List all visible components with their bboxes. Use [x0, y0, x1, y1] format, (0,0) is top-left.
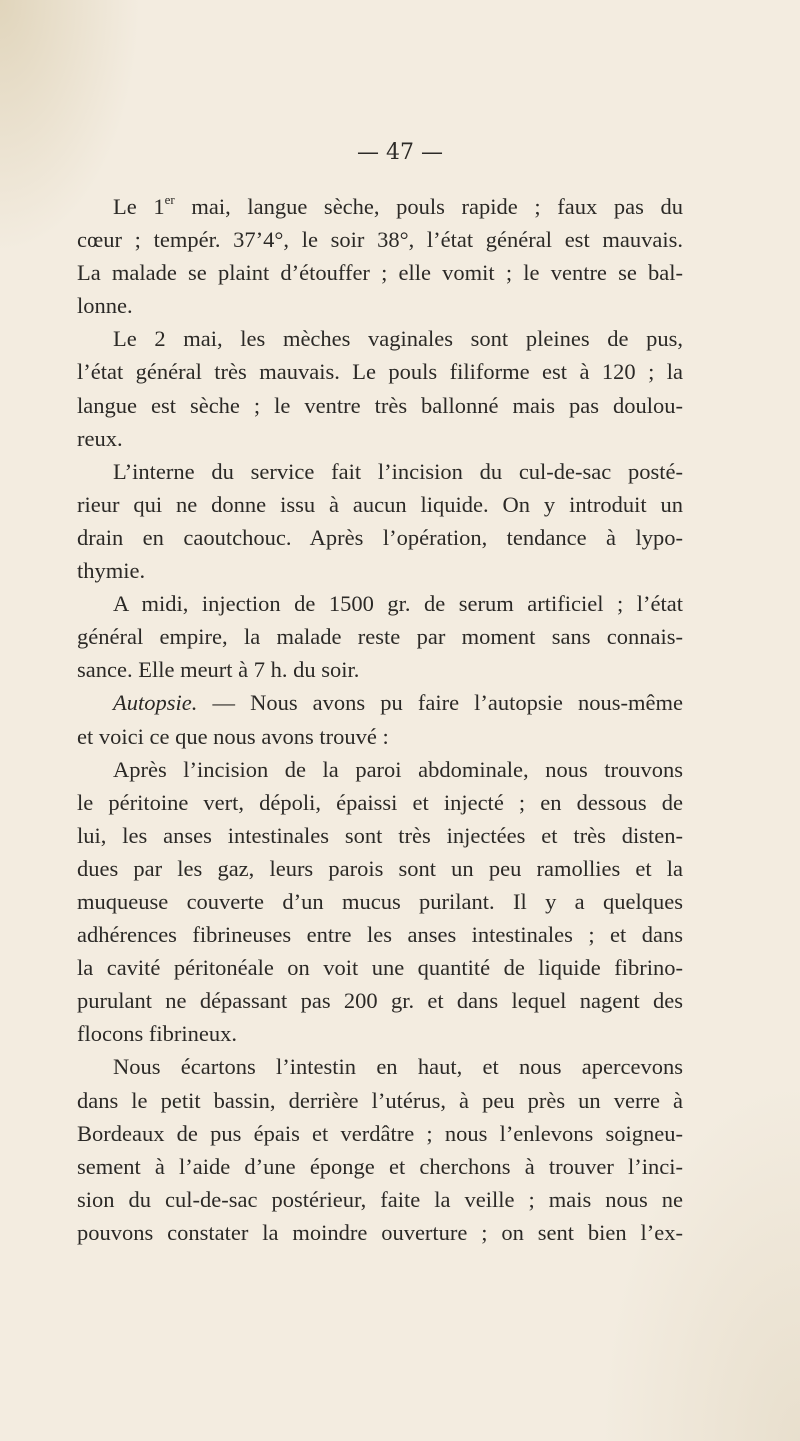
page-number: — 47 — — [357, 140, 443, 165]
text-line — [77, 686, 683, 719]
text-line: Après l’incision de la paroi abdominale, nous trouvons — [113, 756, 683, 782]
text-line: L’interne du service fait l’incision du cul-de-sac posté- — [113, 458, 683, 484]
text-line: A midi, injection de 1500 gr. de serum artificiel ; l’état — [113, 591, 683, 617]
text-line: sance. Elle meurt à 7 h. du soir. — [77, 657, 360, 683]
text-line: adhérences fibrineuses entre les anses intestinales ; et dans — [77, 922, 683, 948]
text-line: muqueuse couverte d’un mucus purilant. Il y a quelques — [77, 888, 683, 914]
text-line: thymie. — [77, 558, 146, 584]
text-line — [77, 190, 683, 223]
text-line: lonne. — [77, 293, 133, 319]
italic-heading: Autopsie. — [113, 690, 198, 716]
text-line: langue est sèche ; le ventre très ballonné mais pas doulou- — [77, 392, 683, 418]
text-line: Le 2 mai, les mèches vaginales sont pleines de pus, — [113, 326, 683, 352]
text-line: Bordeaux de pus épais et verdâtre ; nous l’enlevons soigneu- — [77, 1120, 683, 1146]
text-line: l’état général très mauvais. Le pouls filiforme est à 120 ; la — [77, 359, 683, 385]
body-text — [77, 190, 683, 1249]
text-line: rieur qui ne donne issu à aucun liquide. On y introduit un — [77, 491, 683, 517]
superscript: er — [164, 191, 175, 207]
text-fragment: — Nous avons pu faire l’autopsie nous-même — [197, 690, 683, 716]
text-line: flocons fibrineux. — [77, 1021, 237, 1047]
text-line: dans le petit bassin, derrière l’utérus, à peu près un verre à — [77, 1087, 683, 1113]
text-fragment: mai, langue sèche, pouls rapide ; faux pas du — [174, 194, 683, 219]
text-line: la cavité péritonéale on voit une quantité de liquide fibrino- — [77, 955, 683, 981]
text-line: le péritoine vert, dépoli, épaissi et injecté ; en dessous de — [77, 789, 683, 815]
text-line: purulant ne dépassant pas 200 gr. et dans lequel nagent des — [77, 988, 683, 1014]
text-line: sement à l’aide d’une éponge et cherchons à trouver l’inci- — [77, 1153, 683, 1179]
text-line: général empire, la malade reste par moment sans connais- — [77, 624, 683, 650]
text-line: sion du cul-de-sac postérieur, faite la veille ; mais nous ne — [77, 1186, 683, 1212]
text-line: reux. — [77, 425, 123, 451]
text-line: drain en caoutchouc. Après l’opération, tendance à lypo- — [77, 524, 683, 550]
text-line: Nous écartons l’intestin en haut, et nous apercevons — [113, 1054, 683, 1080]
text-fragment: Le 1 — [113, 194, 165, 219]
text-line: pouvons constater la moindre ouverture ; on sent bien l’ex- — [77, 1219, 683, 1245]
text-line: cœur ; tempér. 37’4°, le soir 38°, l’état général est mauvais. — [77, 227, 683, 253]
text-line: et voici ce que nous avons trouvé : — [77, 723, 389, 749]
text-line: La malade se plaint d’étouffer ; elle vomit ; le ventre se bal- — [77, 260, 683, 286]
text-line: dues par les gaz, leurs parois sont un peu ramollies et la — [77, 855, 683, 881]
text-line: lui, les anses intestinales sont très injectées et très disten- — [77, 822, 683, 848]
